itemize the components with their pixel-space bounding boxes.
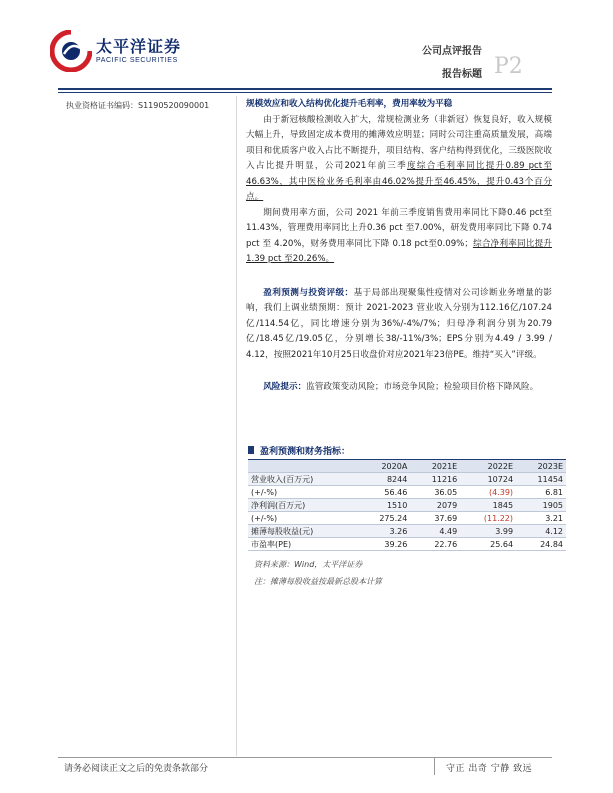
logo-name-en: PACIFIC SECURITIES (96, 57, 178, 64)
table-cell: 275.24 (356, 512, 410, 525)
table-cell: 4.12 (516, 525, 566, 538)
margin-text: 由于新冠核酸检测收入扩大，常规检测业务（非新冠）恢复良好，收入规模大幅上升，导致固定成本费用的摊薄效应明显；同时公司注重高质量发展，高端项目和优质客户收入占比不断提升，项目结构、客户结构得到优化，三级医院收入占比提升明显，公司2021年前三季 (246, 114, 552, 171)
analyst-license: 执业资格证书编码：S1190520090001 (66, 101, 210, 110)
table-cell: 8244 (356, 473, 410, 486)
row-label: (+/-%) (248, 512, 356, 525)
table-note: 注：摊薄每股收益按最新总股本计算 (254, 577, 382, 586)
row-label: 营业收入(百万元) (248, 473, 356, 486)
table-source: 资料来源：Wind，太平洋证券 (254, 560, 363, 569)
table-cell-negative: (11.22) (460, 512, 516, 525)
section-heading: 规模效应和收入结构优化提升毛利率，费用率较为平稳 (246, 99, 453, 109)
footer-disclaimer: 请务必阅读正文之后的免责条款部分 (64, 764, 209, 774)
table-row (248, 525, 566, 538)
table-col-header (248, 460, 356, 473)
page-number: P2 (494, 54, 523, 79)
table-cell: 11454 (516, 473, 566, 486)
table-cell: 37.69 (410, 512, 460, 525)
margin-paragraph (246, 113, 552, 206)
table-cell: 6.81 (516, 486, 566, 499)
logo-name-cn: 太平洋证券 (96, 37, 182, 56)
forecast-lead: 盈利预测与投资评级： (263, 287, 354, 298)
table-cell: 4.49 (410, 525, 460, 538)
table-row (248, 486, 566, 499)
table-title: 盈利预测和财务指标： (260, 447, 351, 457)
footer-separator (434, 757, 435, 775)
table-title-marker (248, 446, 254, 454)
table-cell: 1510 (356, 499, 410, 512)
table-row (248, 499, 566, 512)
expense-text-highlight: 综合净利率同比提升1.39 pct 至20.26%。 (246, 238, 552, 264)
header-divider (58, 88, 552, 90)
report-title-label: 报告标题 (442, 69, 482, 80)
table-cell: 24.84 (516, 538, 566, 551)
risk-paragraph (246, 380, 552, 396)
table-cell: 56.46 (356, 486, 410, 499)
table-col-header: 2022E (460, 460, 516, 473)
table-cell: 2079 (410, 499, 460, 512)
forecast-text: 基于局部出现聚集性疫情对公司诊断业务增量的影响，我们上调业绩预期：预计 2021-2023 营业收入分别为112.16亿/107.24亿/114.54亿，同比增速分别为36%/-4%/7%；归母净利润分别为20.79亿/18.45亿/19.05亿，分别增长38/-11%/3%；EPS分别为4.49 / 3.99 / 4.12，按照2021年10月25日收盘价对应2021年23倍PE。维持“买入”评级。 (246, 287, 552, 360)
table-row (248, 473, 566, 486)
table-cell: 11216 (410, 473, 460, 486)
risk-lead: 风险提示： (263, 382, 307, 392)
main-content (246, 97, 552, 396)
footer-motto: 守正 出奇 宁静 致远 (446, 764, 533, 774)
table-row (248, 538, 566, 551)
header-divider-thin (58, 92, 552, 93)
report-type: 公司点评报告 (422, 46, 482, 57)
row-label: (+/-%) (248, 486, 356, 499)
table-cell: 3.99 (460, 525, 516, 538)
risk-text: 监管政策变动风险；市场竞争风险；检验项目价格下降风险。 (306, 382, 539, 392)
table-col-header: 2021E (410, 460, 460, 473)
forecast-paragraph (246, 286, 552, 364)
table-cell: 3.21 (516, 512, 566, 525)
table-cell: 3.26 (356, 525, 410, 538)
table-cell: 25.64 (460, 538, 516, 551)
row-label: 摊薄每股收益(元) (248, 525, 356, 538)
row-label: 净利润(百万元) (248, 499, 356, 512)
margin-text-highlight: 度综合毛利率同比提升0.89 pct至46.63%，其中医检业务毛利率由46.02%提升至46.45%，提升0.43个百分点。 (246, 161, 552, 202)
row-label: 市盈率(PE) (248, 538, 356, 551)
table-cell-negative: (4.39) (460, 486, 516, 499)
expense-text: 期间费用率方面，公司 2021 年前三季度销售费用率同比下降0.46 pct至11.43%，管理费用率同比上升0.36 pct 至7.00%，研发费用率同比下降 0.74 pct 至 4.20%，财务费用率同比下降 0.18 pct至0.09%； (246, 207, 552, 249)
financial-table (248, 460, 566, 551)
table-col-header: 2023E (516, 460, 566, 473)
table-col-header: 2020A (356, 460, 410, 473)
column-divider (236, 96, 237, 756)
table-cell: 1845 (460, 499, 516, 512)
table-cell: 22.76 (410, 538, 460, 551)
logo-emblem-icon (50, 30, 92, 72)
company-logo (50, 30, 210, 76)
table-cell: 36.05 (410, 486, 460, 499)
footer-divider (58, 757, 552, 758)
table-cell: 10724 (460, 473, 516, 486)
table-row (248, 512, 566, 525)
table-cell: 39.26 (356, 538, 410, 551)
expense-paragraph (246, 206, 552, 268)
table-cell: 1905 (516, 499, 566, 512)
table-header-row (248, 460, 566, 473)
